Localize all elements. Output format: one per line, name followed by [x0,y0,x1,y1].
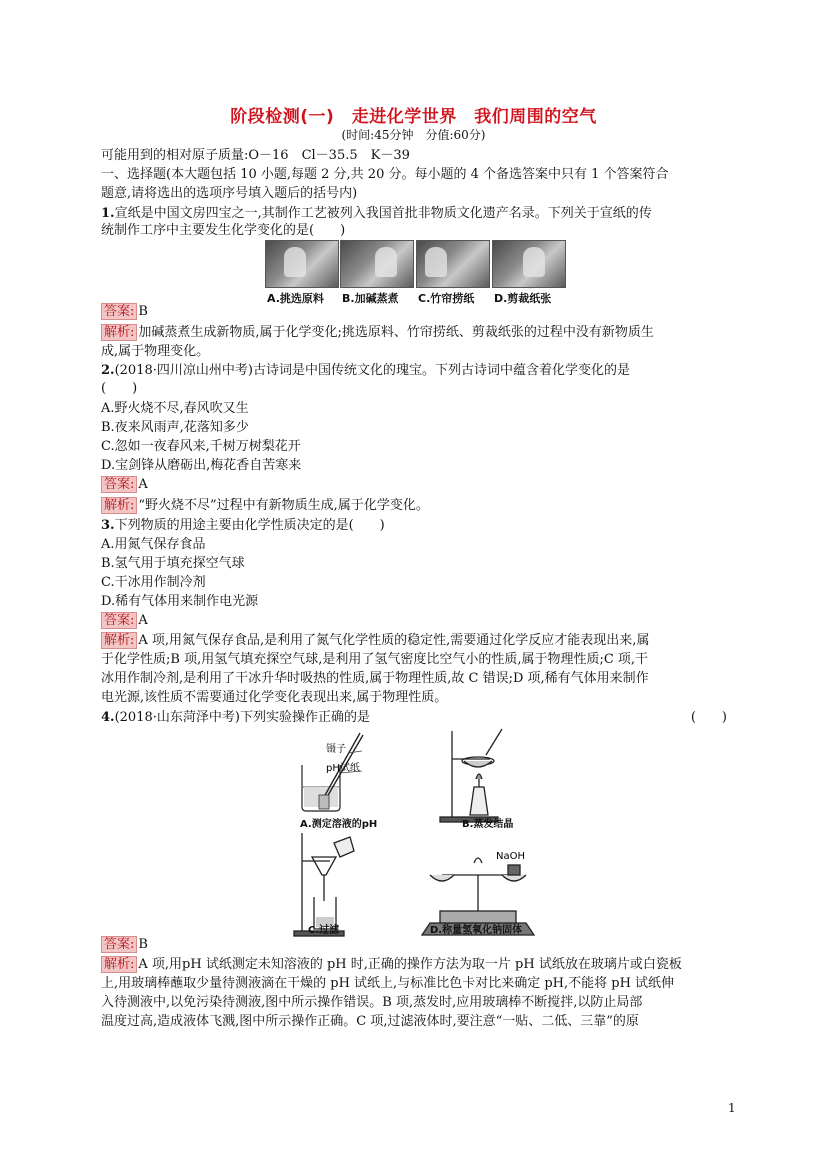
photo-cutting-paper [492,240,566,288]
question-number: 1. [101,206,115,221]
tweezers-label: 镊子 [326,744,346,755]
option-2c: C.忽如一夜春风来,千树万树梨花开 [101,439,301,454]
option-3a: A.用氮气保存食品 [101,537,206,552]
analysis-text: A 项,用氮气保存食品,是利用了氮气化学性质的稳定性,需要通过化学反应才能表现出来,属 [138,633,650,648]
answer-tag: 答案: [101,936,137,953]
question-1-photos [265,240,565,308]
answer-tag: 答案: [101,303,137,320]
diagram-caption-a: A.测定溶液的pH [300,819,378,830]
answer-tag: 答案: [101,612,137,629]
answer-value: A [138,613,148,628]
question-2-line2: ( ) [101,381,138,396]
analysis-tag: 解析: [101,632,137,649]
option-2a: A.野火烧不尽,春风吹又生 [101,401,249,416]
photo-selecting-materials [265,240,339,288]
answer-line-1 [101,303,148,321]
question-text: (2018·四川凉山州中考)古诗词是中国传统文化的瑰宝。下列古诗词中蕴含着化学变化的是 [114,363,630,378]
question-3-line1 [101,517,385,535]
analysis-4-line3: 入待测液中,以免污染待测液,图中所示操作错误。B 项,蒸发时,应用玻璃棒不断搅拌,以防止局部 [101,995,643,1010]
analysis-3-line4: 电光源,该性质不需要通过化学变化表现出来,属于物理性质。 [101,690,448,705]
analysis-3-line1 [101,632,649,650]
analysis-text: A 项,用pH 试纸测定未知溶液的 pH 时,正确的操作方法为取一片 pH 试纸放在玻璃片或白瓷板 [138,957,682,972]
page-title: 阶段检测(一) 走进化学世界 我们周围的空气 [230,107,597,127]
page-subtitle: (时间:45分钟 分值:60分) [341,128,486,142]
atomic-mass-line: 可能用到的相对原子质量:O－16 Cl－35.5 K－39 [101,148,410,163]
analysis-1-line2: 成,属于物理变化。 [101,344,210,359]
photo-caption: A.挑选原料 [267,292,324,305]
analysis-text: “野火烧不尽”过程中有新物质生成,属于化学变化。 [138,498,429,513]
evaporation-stand-icon [440,729,502,822]
option-3c: C.干冰用作制冷剂 [101,575,206,590]
lab-diagrams [290,725,550,945]
analysis-3-line2: 于化学性质;B 项,用氢气填充探空气球,是利用了氢气密度比空气小的性质,属于物理性质;C 项,干 [101,652,649,667]
answer-line-3 [101,612,148,630]
question-number: 2. [101,363,115,378]
analysis-3-line3: 冰用作制冷剂,是利用了干冰升华时吸热的性质,属于物理性质,故 C 错误;D 项,稀有气体用来制作 [101,671,649,686]
analysis-text: 加碱蒸煮生成新物质,属于化学变化;挑选原料、竹帘捞纸、剪裁纸张的过程中没有新物质生 [138,325,654,340]
analysis-tag: 解析: [101,497,137,514]
answer-value: B [138,937,148,952]
option-2b: B.夜来风雨声,花落知多少 [101,420,249,435]
diagram-caption-b: B.蒸发结晶 [462,819,514,830]
option-2d: D.宝剑锋从磨砺出,梅花香自苦寒来 [101,458,302,473]
question-1-line1 [101,205,652,223]
photo-bamboo-screen [416,240,490,288]
page-number: 1 [728,1101,736,1115]
diagram-caption-d: D.称量氢氧化钠固体 [430,925,523,936]
analysis-tag: 解析: [101,956,137,973]
ph-paper-label: pH试纸 [326,763,360,774]
analysis-1-line1 [101,324,654,342]
analysis-4-line1 [101,956,682,974]
naoh-label: NaOH [496,851,525,862]
question-1-line2: 统制作工序中主要发生化学变化的是( ) [101,223,346,238]
analysis-tag: 解析: [101,324,137,341]
answer-value: A [138,477,148,492]
photo-caption: B.加碱蒸煮 [342,292,399,305]
photo-alkali-boiling [340,240,414,288]
section-heading-line1: 一、选择题(本大题包括 10 小题,每题 2 分,共 20 分。每小题的 4 个备选答案中只有 1 个答案符合 [101,167,669,182]
answer-tag: 答案: [101,476,137,493]
analysis-4-line4: 温度过高,造成液体飞溅,图中所示操作正确。C 项,过滤液体时,要注意“一贴、二低、三靠”的原 [101,1014,639,1029]
question-text: 宣纸是中国文房四宝之一,其制作工艺被列入我国首批非物质文化遗产名录。下列关于宣纸的传 [114,206,652,221]
analysis-4-line2: 上,用玻璃棒蘸取少量待测液滴在干燥的 pH 试纸上,与标准比色卡对比来确定 pH,不能将 pH 试纸伸 [101,976,675,991]
answer-line-4 [101,936,148,954]
analysis-2-line1 [101,497,429,515]
option-3b: B.氢气用于填充探空气球 [101,556,245,571]
answer-parentheses: ( ) [690,710,727,725]
question-2-line1 [101,362,630,380]
photo-caption: D.剪裁纸张 [494,292,552,305]
question-text: 下列物质的用途主要由化学性质决定的是( ) [114,518,385,533]
question-number: 3. [101,518,115,533]
question-number: 4. [101,710,115,725]
photo-caption: C.竹帘捞纸 [418,292,475,305]
diagram-caption-c: C.过滤 [308,925,340,936]
answer-line-2 [101,476,148,494]
lab-apparatus-svg [290,725,550,945]
question-text: (2018·山东菏泽中考)下列实验操作正确的是 [114,710,370,725]
option-3d: D.稀有气体用来制作电光源 [101,594,259,609]
section-heading-line2: 题意,请将选出的选项序号填入题后的括号内) [101,186,358,201]
answer-value: B [138,304,148,319]
ph-paper-icon [319,795,329,809]
